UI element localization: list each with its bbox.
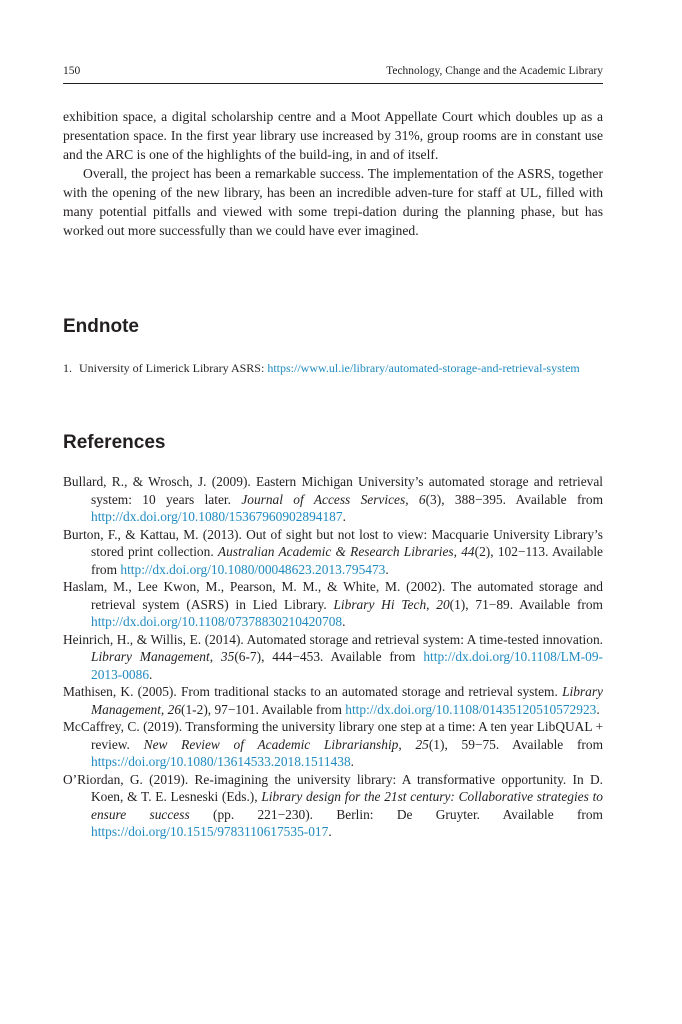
reference-text: Mathisen, K. (2005). From traditional stacks to an automated storage and retrieval system. — [63, 684, 563, 699]
paragraph: exhibition space, a digital scholarship centre and a Moot Appellate Court which doubles up as a presentation space. In the first year library use increased by 31%, group rooms are in constant use and the ARC is one of the highlights of the build-ing, in and of itself. — [63, 109, 603, 162]
reference-text: . — [350, 754, 354, 769]
reference-journal: Library Management — [91, 684, 603, 717]
reference-text: (3), 388−395. Available from — [425, 491, 603, 507]
reference-text: (6-7), 444−453. Available from — [234, 649, 424, 664]
reference-journal: New Review of Academic Librarianship — [143, 736, 399, 752]
reference-item: Burton, F., & Kattau, M. (2013). Out of sight but not lost to view: Macquarie University Library’s stored print collection. Australian Academic & Research Libraries, 44(2), 102−113. Available from http://dx.doi.org/10.1080/00048623.2013.795473. — [63, 526, 603, 577]
endnote-item — [63, 360, 603, 376]
endnote-link[interactable]: https://www.ul.ie/library/automated-storage-and-retrieval-system — [267, 361, 580, 375]
reference-text: . — [385, 561, 389, 577]
reference-link[interactable]: https://doi.org/10.1515/9783110617535-017 — [91, 824, 329, 839]
reference-item: Bullard, R., & Wrosch, J. (2009). Eastern Michigan University’s automated storage and retrieval system: 10 years later. Journal of Access Services, 6(3), 388−395. Available from http://dx.doi.org/10.1080/15367960902894187. — [63, 474, 603, 524]
running-title: Technology, Change and the Academic Library — [386, 65, 603, 77]
references-heading: References — [63, 432, 166, 453]
reference-text: Haslam, M., Lee Kwon, M., Pearson, M. M., & White, M. (2002). The automated storage and retrieval system (ASRS) in Lied Library. — [63, 579, 603, 612]
body-text — [63, 107, 603, 240]
reference-volume: 25 — [415, 736, 429, 752]
reference-volume: 20 — [436, 596, 450, 612]
reference-text: McCaffrey, C. (2019). Transforming the university library one step at a time: A ten year LibQUAL + review. — [63, 719, 603, 752]
running-header — [63, 65, 603, 84]
reference-link[interactable]: https://doi.org/10.1080/13614533.2018.1511438 — [91, 754, 351, 769]
reference-journal: Library design for the 21st century: Collaborative strategies to ensure success — [91, 789, 603, 822]
endnote-number: 1. — [63, 361, 72, 375]
reference-text: (pp. 221−230). Berlin: De Gruyter. Available from — [189, 806, 603, 822]
reference-volume: 44 — [461, 544, 475, 559]
reference-journal: Library Hi Tech — [333, 596, 427, 612]
reference-text: (1), 59−75. Available from — [428, 736, 603, 752]
reference-item: Haslam, M., Lee Kwon, M., Pearson, M. M., & White, M. (2002). The automated storage and retrieval system (ASRS) in Lied Library. Library Hi Tech, 20(1), 71−89. Available from http://dx.doi.org/10.1108/07378830210420708. — [63, 579, 603, 629]
page-number: 150 — [63, 65, 81, 77]
reference-text: (2), 102−113. Available from — [91, 544, 603, 577]
reference-volume: 35 — [220, 649, 235, 664]
reference-volume: 26 — [167, 701, 182, 717]
reference-link[interactable]: http://dx.doi.org/10.1108/LM-09-2013-0086 — [91, 649, 603, 682]
paragraph: Overall, the project has been a remarkable success. The implementation of the ASRS, together with the opening of the new library, has been an incredible adven-ture for staff at UL, filled with many potential pitfalls and viewed with some trepi-dation during the planning phase, but has worked out more successfully than we could have ever imagined. — [63, 166, 603, 238]
reference-text: . — [596, 701, 600, 717]
reference-journal: Australian Academic & Research Libraries — [217, 544, 454, 559]
reference-item — [63, 771, 603, 841]
reference-text: (1-2), 97−101. Available from — [181, 701, 346, 717]
reference-item: McCaffrey, C. (2019). Transforming the university library one step at a time: A ten year LibQUAL + review. New Review of Academic Librarianship, 25(1), 59−75. Available from https://doi.org/10.1080/13614533.2018.1511438. — [63, 719, 603, 769]
reference-text: . — [342, 614, 346, 629]
reference-text: Burton, F., & Kattau, M. (2013). Out of sight but not lost to view: Macquarie University Library’s stored print collection. — [63, 526, 603, 559]
reference-text: Heinrich, H., & Willis, E. (2014). Automated storage and retrieval system: A time-tested innovation. — [63, 631, 603, 647]
reference-text: . — [149, 666, 153, 682]
reference-text: (1), 71−89. Available from — [449, 596, 603, 612]
reference-text: . — [342, 509, 346, 524]
reference-item: Mathisen, K. (2005). From traditional stacks to an automated storage and retrieval system. Library Management, 26(1-2), 97−101. Available from http://dx.doi.org/10.1108/01435120510572923. — [63, 684, 603, 717]
reference-journal: Library Management — [91, 649, 210, 664]
reference-text: . — [328, 824, 332, 839]
reference-link[interactable]: http://dx.doi.org/10.1080/15367960902894187 — [91, 509, 343, 524]
reference-journal: Journal of Access Services — [241, 491, 406, 507]
reference-volume: 6 — [418, 491, 426, 507]
reference-text: Bullard, R., & Wrosch, J. (2009). Eastern Michigan University’s automated storage and retrieval system: 10 years later. — [63, 474, 603, 507]
endnote-heading: Endnote — [63, 316, 139, 337]
reference-item: Heinrich, H., & Willis, E. (2014). Automated storage and retrieval system: A time-tested innovation. Library Management, 35(6-7), 444−453. Available from http://dx.doi.org/10.1108/LM-09-2013-0086. — [63, 631, 603, 682]
endnote-text: University of Limerick Library ASRS: — [79, 361, 268, 375]
reference-link[interactable]: http://dx.doi.org/10.1080/00048623.2013.795473 — [120, 561, 386, 577]
reference-link[interactable]: http://dx.doi.org/10.1108/01435120510572923 — [345, 701, 597, 717]
reference-link[interactable]: http://dx.doi.org/10.1108/07378830210420708 — [91, 614, 343, 629]
reference-list — [63, 473, 603, 841]
reference-text: O’Riordan, G. (2019). Re-imagining the university library: A transformative opportunity. In D. Koen, & T. E. Lesneski (Eds.), — [63, 771, 603, 804]
